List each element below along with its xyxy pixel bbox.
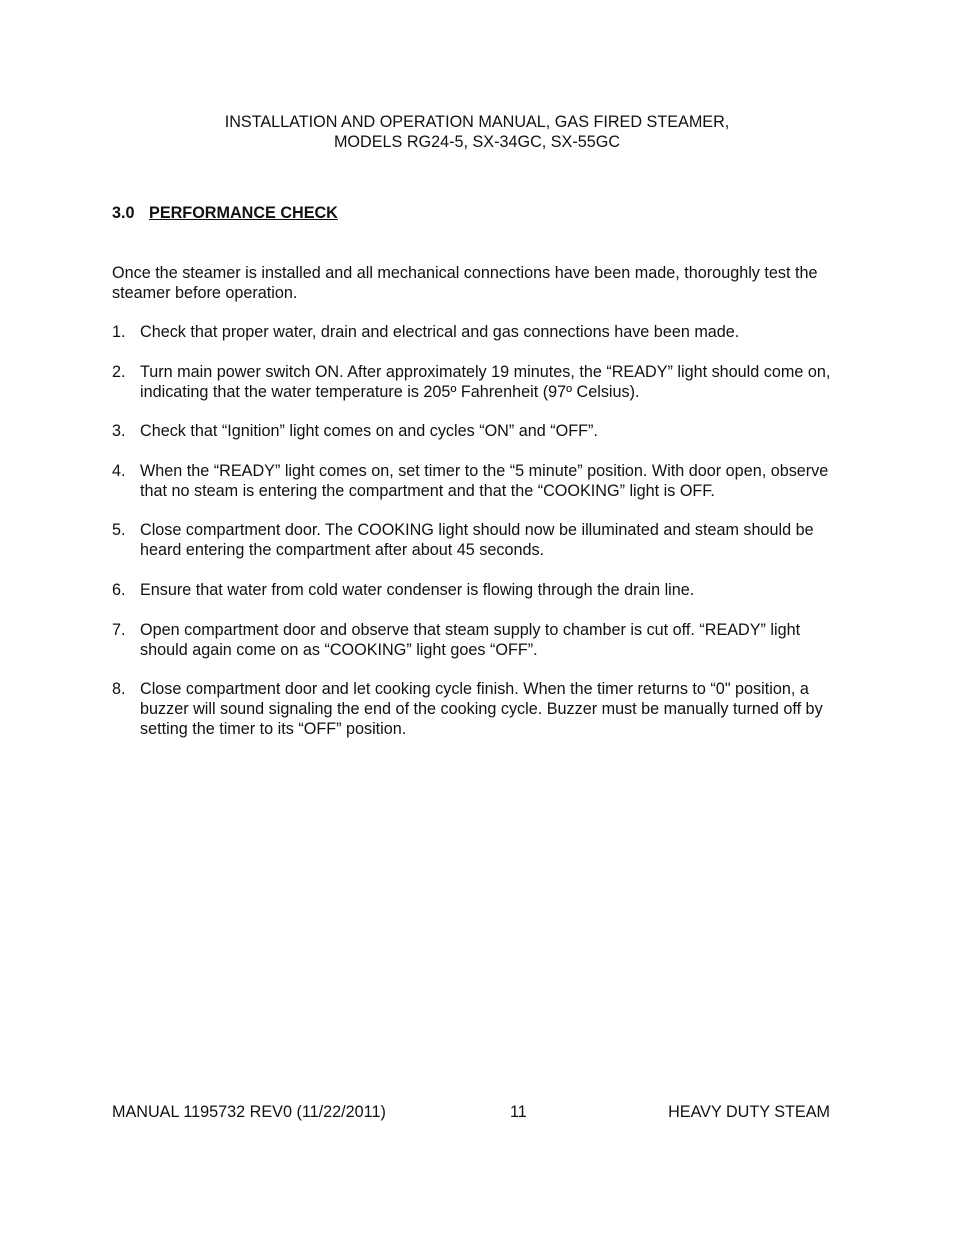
step-item: [112, 461, 842, 501]
step-text: Close compartment door and let cooking cycle finish. When the timer returns to “0" position, a buzzer will sound signaling the end of the cooking cycle. Buzzer must be manually turned off by setting the timer to its “OFF” position.: [140, 680, 823, 739]
step-number: 7.: [112, 620, 126, 639]
footer-product-line: HEAVY DUTY STEAM: [668, 1103, 830, 1121]
page-footer: [112, 1102, 830, 1122]
section-number: 3.0: [112, 204, 135, 222]
step-number: 3.: [112, 422, 126, 441]
step-text: Turn main power switch ON. After approximately 19 minutes, the “READY” light should come on, indicating that the water temperature is 205º Fahrenheit (97º Celsius).: [140, 362, 831, 401]
header-title-line1: INSTALLATION AND OPERATION MANUAL, GAS FIRED STEAMER,: [224, 113, 730, 131]
step-text: Open compartment door and observe that steam supply to chamber is cut off. “READY” light should again come on as “COOKING” light goes “OFF”.: [140, 620, 801, 659]
step-item: [112, 322, 842, 342]
step-item: [112, 679, 842, 739]
step-text: Ensure that water from cold water condenser is flowing through the drain line.: [140, 580, 695, 599]
footer-page-number: 11: [510, 1103, 527, 1121]
step-number: 1.: [112, 323, 126, 341]
steps-list: [112, 322, 842, 759]
step-item: [112, 520, 842, 560]
step-item: [112, 580, 842, 600]
step-text: Close compartment door. The COOKING light should now be illuminated and steam should be heard entering the compartment after about 45 seconds.: [140, 521, 814, 560]
step-text: When the “READY” light comes on, set timer to the “5 minute” position. With door open, observe that no steam is entering the compartment and that the “COOKING” light is OFF.: [140, 461, 829, 500]
intro-paragraph: Once the steamer is installed and all mechanical connections have been made, thoroughly test the steamer before operation.: [112, 264, 818, 302]
step-item: [112, 362, 842, 402]
section-heading: [112, 203, 338, 223]
step-text: Check that “Ignition” light comes on and cycles “ON” and “OFF”.: [140, 422, 598, 441]
step-number: 8.: [112, 680, 126, 699]
footer-manual-id: MANUAL 1195732 REV0 (11/22/2011): [112, 1103, 386, 1121]
header-title-line2: MODELS RG24-5, SX-34GC, SX-55GC: [333, 133, 621, 151]
step-number: 6.: [112, 580, 126, 599]
step-text: Check that proper water, drain and electrical and gas connections have been made.: [140, 323, 740, 341]
step-item: [112, 620, 842, 660]
step-number: 2.: [112, 362, 126, 381]
step-number: 4.: [112, 461, 126, 480]
step-item: [112, 421, 842, 441]
step-number: 5.: [112, 521, 126, 540]
section-title: PERFORMANCE CHECK: [149, 204, 338, 222]
document-header: [0, 112, 954, 152]
